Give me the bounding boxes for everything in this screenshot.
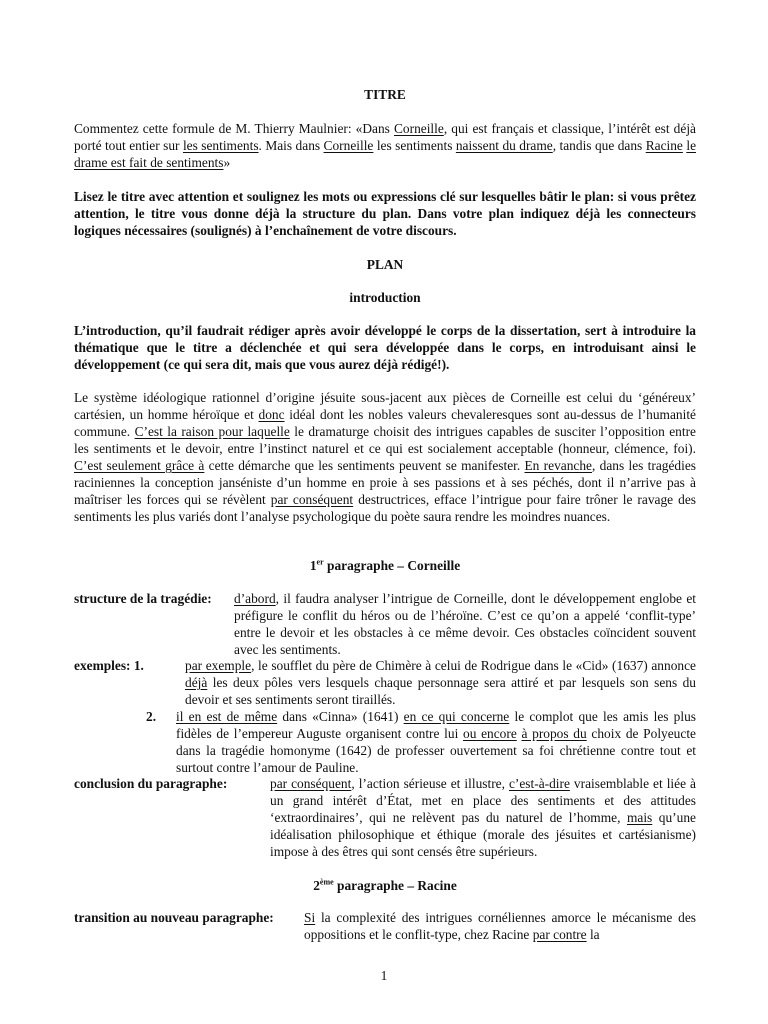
- connector: par conséquent: [270, 776, 352, 791]
- intro-text: le dramaturge choisit des intrigues capables de susciter l’opposition entre les sentiments et le devoir, entre l’instinct naturel et ce qui est socialement acceptable (honneur, clémence, foi).: [74, 424, 696, 456]
- intro-text: destructrices, efface l’intrigue pour faire trôner le ravage des sentiments les plus variés dont l’analyse psychologique du poète saura rendre les moindres nuances.: [74, 492, 696, 524]
- connector: C’est seulement grâce à: [74, 458, 205, 473]
- examples-label: exemples: 1.: [74, 658, 144, 673]
- heading-ordinal: ème: [319, 877, 334, 887]
- subject-keyword: Corneille: [323, 138, 374, 153]
- connector: c’est-à-dire: [508, 776, 570, 791]
- connector: ou encore: [463, 726, 517, 741]
- conclusion-body: qu’une idéalisation philosophique et éthique (morale des jésuites et cartésianisme) impose à des êtres qui sont censés être supérieurs.: [270, 810, 696, 859]
- subject-text: , tandis que dans: [552, 138, 646, 153]
- subject-keyword: le drame est fait de sentiments: [74, 138, 697, 170]
- structure-label: structure de la tragédie:: [74, 591, 212, 606]
- example2-body: dans «Cinna» (1641): [277, 709, 404, 724]
- example2-label: 2.: [146, 709, 157, 724]
- conclusion-body: vraisemblable et liée à un grand intérêt d’État, met en place des sentiments et des attitudes ‘extraordinaires’, qui ne relèvent pas du naturel de l’homme,: [270, 776, 696, 825]
- heading-text: paragraphe – Racine: [333, 878, 457, 893]
- connector: déjà: [185, 675, 208, 690]
- transition-body: la complexité des intrigues cornéliennes amorce le mécanisme des oppositions et le conflit-type, chez Racine: [304, 910, 696, 942]
- connector: à propos du: [521, 726, 587, 741]
- connector: il en est de même: [176, 709, 278, 724]
- example1-body: , le soufflet du père de Chimère à celui de Rodrigue dans le «Cid» (1637) annonce: [251, 658, 696, 673]
- connector: donc: [258, 407, 285, 422]
- structure-text: [234, 590, 696, 658]
- paragraph2-heading: [74, 877, 696, 894]
- example1-body: les deux pôles vers lesquels chaque personnage sera attiré et par lesquels son sens du devoir et ses sentiments seront tiraillés.: [185, 675, 696, 707]
- plan-heading: PLAN: [366, 257, 404, 272]
- connector: d’abord: [234, 591, 276, 606]
- heading-number: 1: [309, 558, 317, 573]
- example1-text: [185, 657, 696, 708]
- intro-text: cette démarche que les sentiments peuvent se manifester.: [204, 458, 525, 473]
- connector: C’est la raison pour laquelle: [134, 424, 290, 439]
- subject-keyword: Corneille: [393, 121, 444, 136]
- transition-body: la: [586, 927, 600, 942]
- intro-text: Le système idéologique rationnel d’origine jésuite sous-jacent aux pièces de Corneille est celui du ‘généreux’ cartésien, un homme héroïque et: [74, 390, 696, 422]
- intro-heading: introduction: [349, 290, 421, 305]
- connector: par contre: [532, 927, 587, 942]
- intro-note: L’introduction, qu’il faudrait rédiger après avoir développé le corps de la dissertation, sert à introduire la thématique que le titre a déclenchée et qui sera développée dans le corps, en introduisant ainsi le développement (ce qui sera dit, mais que vous aurez déjà rédigé!).: [74, 323, 696, 372]
- subject-keyword: naissent du drame: [455, 138, 553, 153]
- subject-text: »: [223, 155, 231, 170]
- instruction-paragraph: Lisez le titre avec attention et soulignez les mots ou expressions clé sur lesquelles bâtir le plan: si vous prêtez attention, le titre vous donne déjà la structure du plan. Dans votre plan indiquez déjà les connecteurs logiques nécessaires (soulignés) à l’enchaînement de votre discours.: [74, 189, 696, 238]
- transition-label: transition au nouveau paragraphe:: [74, 910, 274, 925]
- heading-text: paragraphe – Corneille: [323, 558, 461, 573]
- intro-text: idéal dont les nobles valeurs chevaleresques sont au-dessus de l’humanité commune.: [74, 407, 696, 439]
- subject-paragraph: [74, 120, 696, 171]
- example2-body: choix de Polyeucte dans la tragédie homonyme (1642) de professer ouvertement sa foi chrétienne contre tout et surtout contre l’amour de Pauline.: [176, 726, 696, 775]
- heading-number: 2: [313, 878, 320, 893]
- connector: Si: [304, 910, 316, 925]
- connector: par exemple: [185, 658, 252, 673]
- conclusion-label: conclusion du paragraphe:: [74, 776, 228, 791]
- connector: par conséquent: [270, 492, 354, 507]
- conclusion-text: [270, 775, 696, 860]
- connector: en ce qui concerne: [403, 709, 510, 724]
- page-number: 1: [380, 968, 388, 983]
- connector: En revanche: [524, 458, 592, 473]
- paragraph1-heading: [74, 557, 696, 574]
- intro-text: , dans les tragédies raciniennes la conception janséniste d’un homme en proie à ses passions et à ses péchés, dont il n’arrive pas à maîtriser les forces qui se révèlent: [74, 458, 696, 507]
- subject-text: les sentiments: [373, 138, 456, 153]
- document-title: TITRE: [364, 87, 406, 102]
- subject-text: . Mais dans: [258, 138, 324, 153]
- conclusion-body: , l’action sérieuse et illustre,: [351, 776, 509, 791]
- heading-ordinal: er: [316, 557, 324, 567]
- intro-paragraph: [74, 389, 696, 525]
- subject-text: Commentez cette formule de M. Thierry Maulnier: «Dans: [74, 121, 394, 136]
- subject-keyword: les sentiments: [182, 138, 259, 153]
- structure-body: , il faudra analyser l’intrigue de Corneille, dont le développement englobe et préfigure le conflit du héros ou de l’héroïne. C’est ce qu’on a appelé ‘conflit-type’ entre le devoir et les obstacles à ce même devoir. Ces obstacles coïncident souvent avec les sentiments.: [234, 591, 696, 657]
- subject-keyword: Racine: [645, 138, 683, 153]
- example2-text: [176, 708, 696, 776]
- transition-text: [304, 909, 696, 943]
- subject-text: , qui est français et classique, l’intérêt est déjà porté tout entier sur: [74, 121, 696, 153]
- connector: mais: [626, 810, 653, 825]
- example2-body: le complot que les amis les plus fidèles de l’empereur Auguste organisent contre lui: [176, 709, 697, 741]
